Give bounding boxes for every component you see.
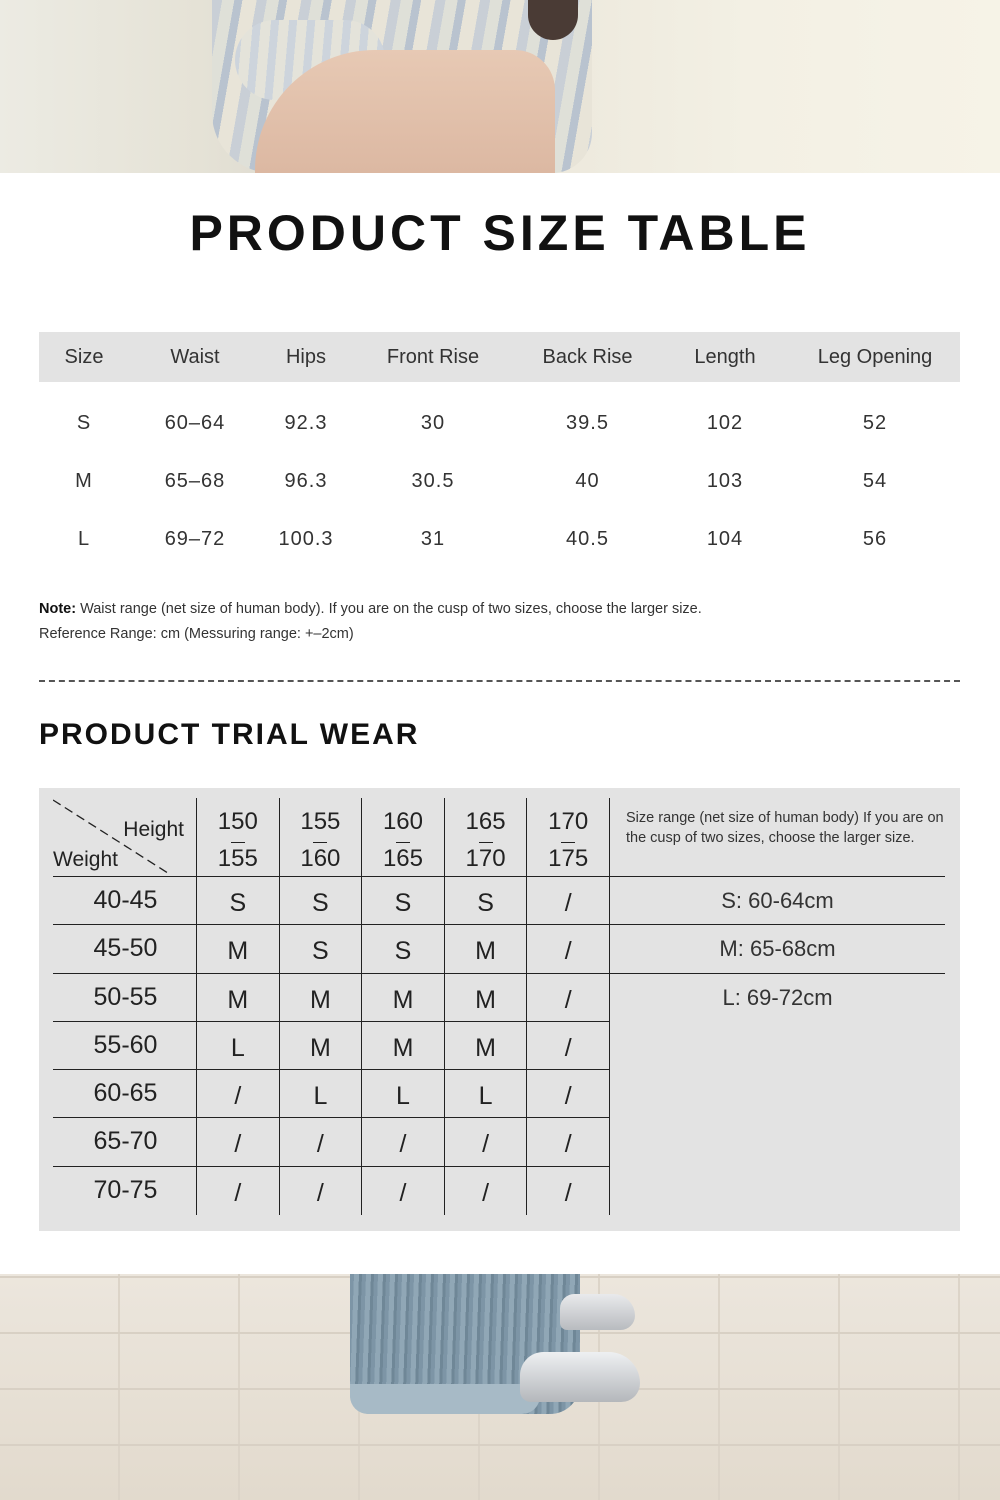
table-cell: 96.3 bbox=[284, 469, 328, 492]
size-cell: / bbox=[197, 1167, 280, 1215]
table-row bbox=[39, 510, 960, 568]
height-top: 170 bbox=[548, 808, 589, 835]
bottom-product-photo bbox=[0, 1274, 1000, 1500]
header-cell: Front Rise bbox=[386, 345, 480, 368]
height-top: 165 bbox=[465, 808, 506, 835]
note-label: Note: bbox=[39, 601, 77, 617]
size-cell: S bbox=[445, 877, 528, 924]
size-cell: / bbox=[527, 1070, 610, 1117]
size-cell: M bbox=[280, 1022, 363, 1069]
height-column bbox=[280, 798, 363, 877]
height-bottom: 165 bbox=[382, 845, 423, 872]
height-column bbox=[197, 798, 280, 877]
trial-grid-header bbox=[53, 798, 610, 877]
table-cell: 103 bbox=[706, 469, 744, 492]
weight-cell: 60-65 bbox=[53, 1070, 197, 1117]
size-cell: / bbox=[362, 1118, 445, 1165]
height-bottom: 175 bbox=[548, 845, 589, 872]
weight-label: Weight bbox=[53, 848, 118, 871]
table-cell: 69–72 bbox=[164, 527, 226, 550]
table-cell: 40 bbox=[575, 469, 600, 492]
page-title: PRODUCT SIZE TABLE bbox=[189, 205, 811, 261]
table-row bbox=[53, 1022, 610, 1070]
size-note bbox=[39, 597, 702, 647]
size-cell: / bbox=[280, 1118, 363, 1165]
size-cell: S bbox=[362, 877, 445, 924]
size-cell: S bbox=[197, 877, 280, 924]
table-cell: 52 bbox=[862, 411, 888, 434]
table-cell: 31 bbox=[420, 527, 446, 550]
range-bar bbox=[231, 842, 245, 843]
table-row bbox=[53, 877, 610, 925]
size-cell: S bbox=[280, 925, 363, 972]
note-line-2: Reference Range: cm (Messuring range: +–2cm) bbox=[39, 626, 354, 642]
weight-cell: 65-70 bbox=[53, 1118, 197, 1165]
size-cell: M bbox=[362, 1022, 445, 1069]
table-row bbox=[39, 452, 960, 510]
corner-cell bbox=[53, 798, 197, 877]
size-cell: / bbox=[527, 974, 610, 1021]
header-cell: Size bbox=[64, 345, 104, 368]
size-table bbox=[39, 332, 960, 568]
height-column bbox=[527, 798, 610, 877]
header-cell: Back Rise bbox=[542, 345, 633, 368]
waist-range-panel bbox=[610, 798, 945, 1022]
size-cell: / bbox=[197, 1070, 280, 1117]
size-range-note: Size range (net size of human body) If you are on the cusp of two sizes, choose the larger size. bbox=[610, 798, 945, 877]
header-cell: Length bbox=[694, 345, 756, 368]
table-row bbox=[53, 974, 610, 1022]
weight-cell: 50-55 bbox=[53, 974, 197, 1021]
note-line-1 bbox=[39, 597, 702, 622]
size-cell: / bbox=[197, 1118, 280, 1165]
table-cell: 60–64 bbox=[164, 411, 226, 434]
table-cell: 30.5 bbox=[411, 469, 455, 492]
size-cell: / bbox=[527, 1022, 610, 1069]
top-product-photo bbox=[0, 0, 1000, 173]
waist-range-m: M: 65-68cm bbox=[610, 925, 945, 973]
height-top: 160 bbox=[382, 808, 423, 835]
size-cell: / bbox=[445, 1167, 528, 1215]
range-bar bbox=[479, 842, 493, 843]
waist-range-l: L: 69-72cm bbox=[722, 984, 833, 1010]
height-label: Height bbox=[123, 818, 184, 841]
table-cell: M bbox=[75, 469, 93, 492]
shoe-shape bbox=[520, 1352, 640, 1402]
size-cell: M bbox=[445, 925, 528, 972]
range-bar bbox=[561, 842, 575, 843]
size-cell: M bbox=[280, 974, 363, 1021]
table-cell: 30 bbox=[420, 411, 446, 434]
table-cell: 56 bbox=[862, 527, 888, 550]
header-cell: Leg Opening bbox=[817, 345, 933, 368]
size-cell: / bbox=[445, 1118, 528, 1165]
size-cell: L bbox=[280, 1070, 363, 1117]
table-cell: 102 bbox=[706, 411, 744, 434]
size-table-body bbox=[39, 382, 960, 568]
trial-wear-grid bbox=[53, 798, 610, 1215]
note-text: Waist range (net size of human body). If you are on the cusp of two sizes, choose the larger size. bbox=[80, 601, 702, 617]
size-cell: / bbox=[527, 877, 610, 924]
weight-cell: 45-50 bbox=[53, 925, 197, 972]
waist-range-s: S: 60-64cm bbox=[610, 877, 945, 925]
dashed-divider bbox=[39, 680, 960, 682]
size-cell: S bbox=[362, 925, 445, 972]
size-cell: L bbox=[362, 1070, 445, 1117]
trial-wear-panel bbox=[39, 788, 960, 1231]
height-bottom: 155 bbox=[217, 845, 258, 872]
height-top: 155 bbox=[300, 808, 341, 835]
shoe-shape bbox=[560, 1294, 635, 1330]
height-bottom: 160 bbox=[300, 845, 341, 872]
table-row bbox=[53, 1118, 610, 1166]
weight-cell: 55-60 bbox=[53, 1022, 197, 1069]
header-cell: Hips bbox=[285, 345, 326, 368]
size-cell: / bbox=[527, 925, 610, 972]
header-cell: Waist bbox=[170, 345, 220, 368]
size-table-header bbox=[39, 332, 960, 382]
table-row bbox=[53, 1070, 610, 1118]
table-cell: 40.5 bbox=[566, 527, 609, 550]
size-cell: M bbox=[197, 925, 280, 972]
table-row bbox=[39, 394, 960, 452]
table-row bbox=[53, 925, 610, 973]
table-row bbox=[53, 1167, 610, 1215]
size-cell: L bbox=[445, 1070, 528, 1117]
size-cell: M bbox=[445, 974, 528, 1021]
size-cell: M bbox=[362, 974, 445, 1021]
range-bar bbox=[396, 842, 410, 843]
table-cell: 100.3 bbox=[278, 527, 334, 550]
range-bar bbox=[313, 842, 327, 843]
jeans-hem-shape bbox=[350, 1384, 540, 1414]
size-cell: M bbox=[445, 1022, 528, 1069]
size-cell: M bbox=[197, 974, 280, 1021]
height-top: 150 bbox=[217, 808, 258, 835]
size-cell: / bbox=[362, 1167, 445, 1215]
table-cell: 54 bbox=[862, 469, 888, 492]
size-cell: S bbox=[280, 877, 363, 924]
table-cell: S bbox=[76, 411, 92, 434]
size-cell: / bbox=[280, 1167, 363, 1215]
height-column bbox=[362, 798, 445, 877]
table-cell: L bbox=[77, 527, 91, 550]
weight-cell: 40-45 bbox=[53, 877, 197, 924]
weight-cell: 70-75 bbox=[53, 1167, 197, 1215]
height-column bbox=[445, 798, 528, 877]
table-cell: 39.5 bbox=[566, 411, 609, 434]
size-cell: L bbox=[197, 1022, 280, 1069]
trial-wear-title: PRODUCT TRIAL WEAR bbox=[39, 718, 420, 751]
table-cell: 104 bbox=[706, 527, 744, 550]
table-cell: 92.3 bbox=[284, 411, 328, 434]
size-cell: / bbox=[527, 1118, 610, 1165]
size-cell: / bbox=[527, 1167, 610, 1215]
table-cell: 65–68 bbox=[164, 469, 226, 492]
height-bottom: 170 bbox=[465, 845, 506, 872]
